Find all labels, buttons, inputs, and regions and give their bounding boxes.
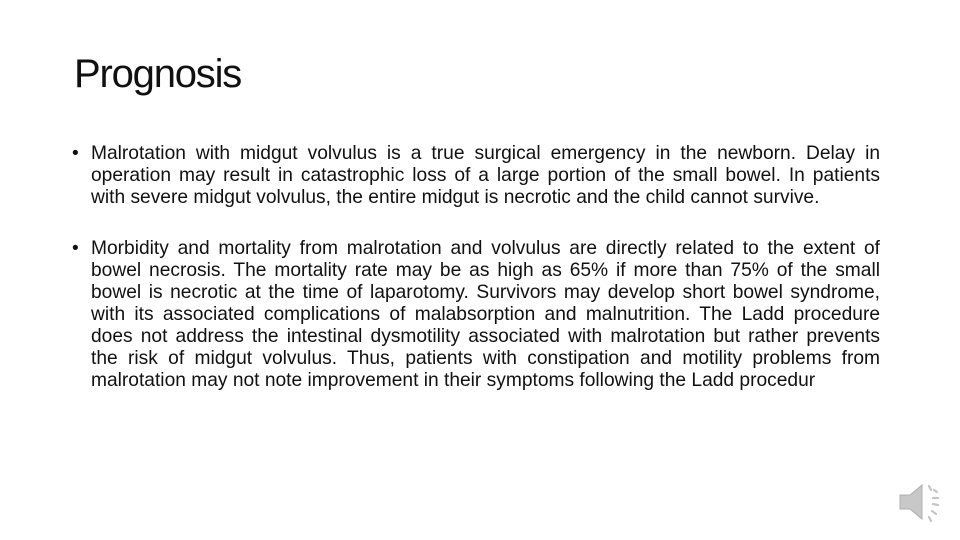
bullet-marker: • bbox=[72, 143, 79, 164]
bullet-item bbox=[72, 143, 880, 209]
sound-waves bbox=[929, 486, 938, 521]
bullet-text: Malrotation with midgut volvulus is a true surgical emergency in the newborn. Delay in operation may result in catastrophic loss of a large portion of the small bowel. In patients with severe midgut volvulus, the entire midgut is necrotic and the child cannot survive. bbox=[91, 143, 880, 208]
bullet-text: Morbidity and mortality from malrotation and volvulus are directly related to the extent of bowel necrosis. The mortality rate may be as high as 65% if more than 75% of the small bowel is necrotic at the time of laparotomy. Survivors may develop short bowel syndrome, with its associated complications of malabsorption and malnutrition. The Ladd procedure does not address the intestinal dysmotility associated with malrotation but rather prevents the risk of midgut volvulus. Thus, patients with constipation and motility problems from malrotation may not note improvement in their symptoms following the Ladd procedur bbox=[91, 238, 880, 391]
bullet-list bbox=[72, 143, 880, 392]
bullet-marker: • bbox=[72, 238, 79, 259]
bullet-item bbox=[72, 238, 880, 392]
slide-title: Prognosis bbox=[74, 52, 242, 96]
speaker-body bbox=[900, 485, 922, 519]
speaker-icon[interactable] bbox=[896, 477, 950, 527]
